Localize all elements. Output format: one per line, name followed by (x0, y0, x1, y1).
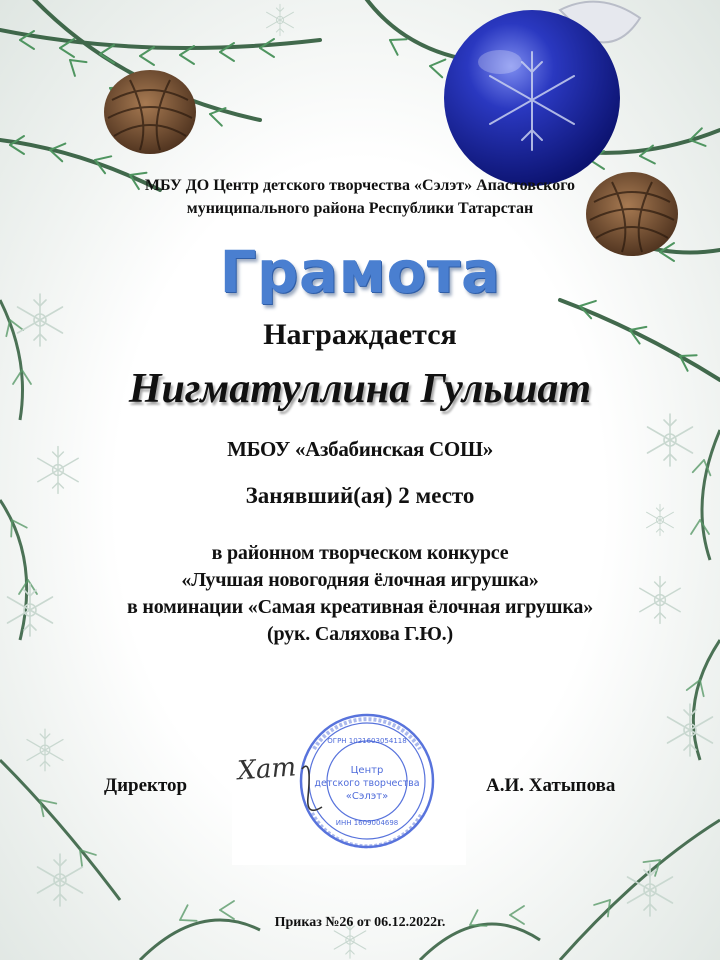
stamp-area (232, 697, 466, 865)
school-name: МБОУ «Азбабинская СОШ» (227, 437, 493, 461)
director-name: А.И. Хатыпова (486, 775, 616, 796)
stamp-center-line-2: детского творчества (314, 778, 420, 789)
contest-line-1: в районном творческом конкурсе (211, 542, 509, 564)
contest-line-3: в номинации «Самая креативная ёлочная игрушка» (126, 596, 593, 618)
contest-description (0, 540, 720, 648)
contest-line-4: (рук. Саляхова Г.Ю.) (267, 623, 453, 645)
awarded-text: Награждается (263, 318, 457, 351)
order-reference: Приказ №26 от 06.12.2022г. (274, 915, 446, 930)
organization-name (0, 174, 720, 220)
stamp-inn: ИНН 1609004698 (335, 819, 399, 827)
organization-line-2: муниципального района Республики Татарстан (186, 200, 534, 217)
contest-line-2: «Лучшая новогодняя ёлочная игрушка» (181, 569, 539, 591)
place-text: Занявший(ая) 2 место (245, 483, 475, 508)
official-stamp-seal (232, 697, 466, 865)
handwritten-signature: Хат (236, 752, 298, 787)
stamp-center-line-3: «Сэлэт» (345, 791, 389, 802)
ornament-ball (444, 2, 640, 186)
stamp-center-line-1: Центр (350, 765, 384, 776)
pine-cone-left (104, 70, 196, 154)
stamp-ogrn: ОГРН 1021603054118 (327, 737, 407, 745)
organization-line-1: МБУ ДО Центр детского творчества «Сэлэт» Апастовского (144, 177, 576, 194)
director-label: Директор (104, 775, 188, 796)
certificate-title: Грамота (219, 238, 501, 306)
recipient-name: Нигматуллина Гульшат (128, 366, 592, 412)
